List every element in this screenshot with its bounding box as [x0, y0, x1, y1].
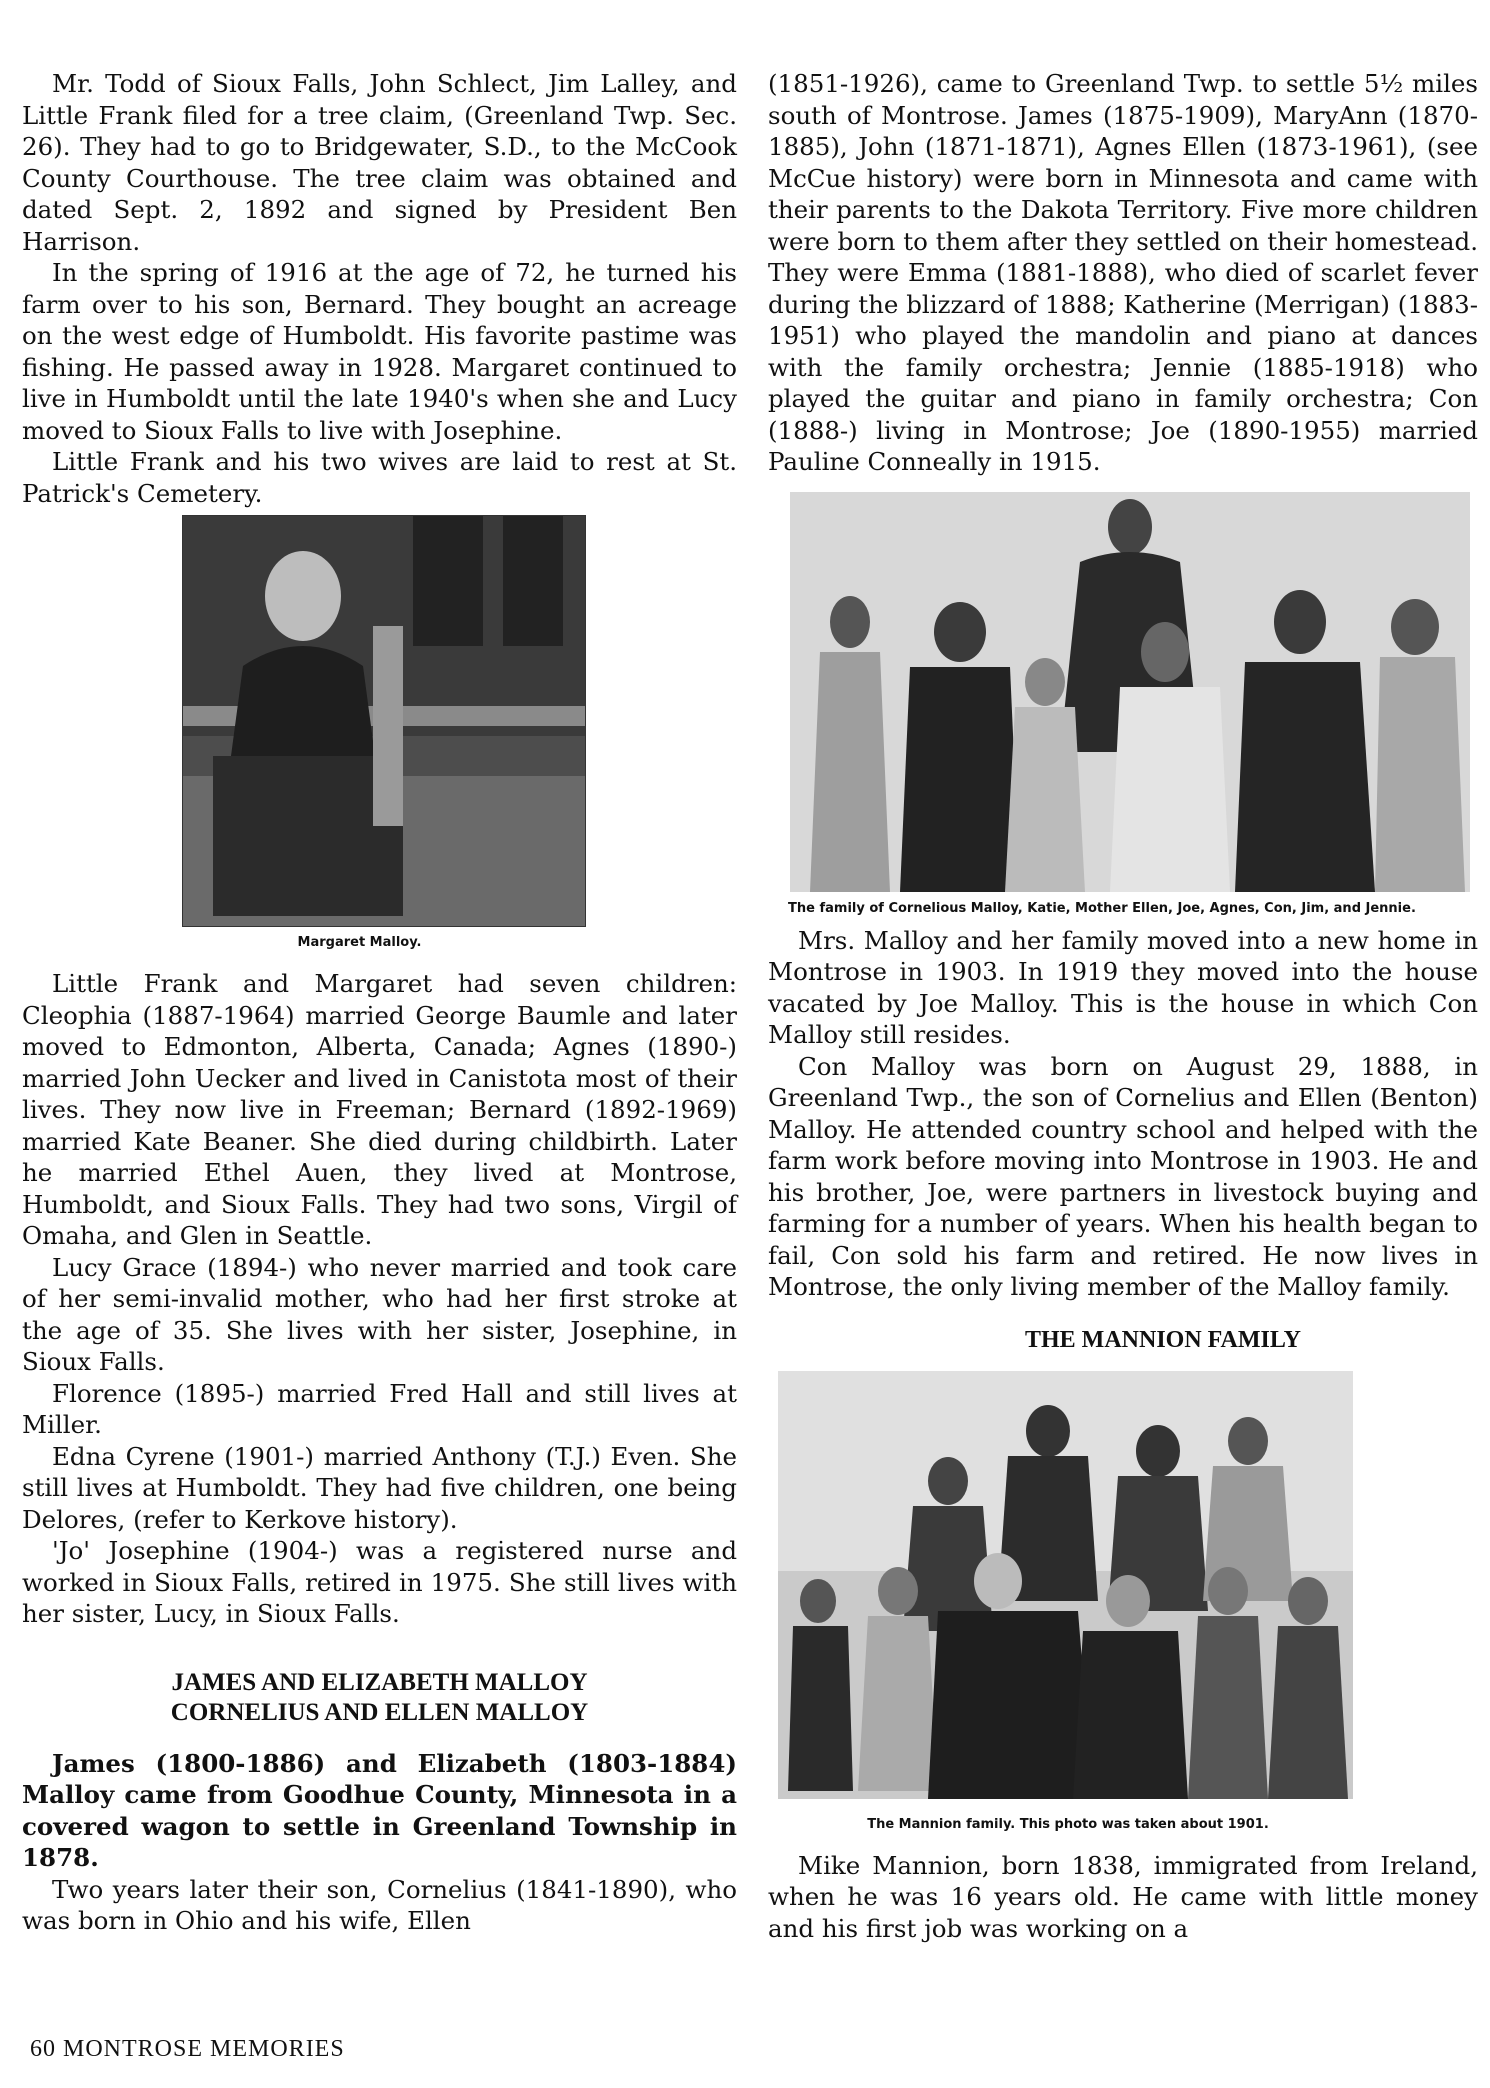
photo2-caption: The family of Cornelious Malloy, Katie, Mother Ellen, Joe, Agnes, Con, Jim, and Jennie.: [788, 900, 1416, 916]
left-para-7: Edna Cyrene (1901-) married Anthony (T.J.) Even. She still lives at Humboldt. They had five children, one being Delores, (refer to Kerkove history).: [22, 1441, 737, 1534]
page-footer: 60 MONTROSE MEMORIES: [30, 2036, 345, 2062]
left-para-2: In the spring of 1916 at the age of 72, he turned his farm over to his son, Bernard. They bought an acreage on the west edge of Humboldt. His favorite pastime was fishing. He passed away in 1928. Margaret continued to live in Humboldt until the late 1940's when she and Lucy moved to Sioux Falls to live with Josephine.: [22, 258, 737, 445]
heading-line-2: CORNELIUS AND ELLEN MALLOY: [170, 1698, 589, 1726]
left-para-1: Mr. Todd of Sioux Falls, John Schlect, Jim Lalley, and Little Frank filed for a tree claim, (Greenland Twp. Sec. 26). They had to go to Bridgewater, S.D., to the McCook County Courthouse. The tree claim was obtained and dated Sept. 2, 1892 and signed by President Ben Harrison.: [22, 69, 737, 256]
photo1-caption: Margaret Malloy.: [297, 935, 422, 950]
cornelius-malloy-family-photo: [790, 492, 1470, 892]
left-para-10: Two years later their son, Cornelius (1841-1890), who was born in Ohio and his wife, Ellen: [22, 1874, 737, 1935]
left-para-9: James (1800-1886) and Elizabeth (1803-1884) Malloy came from Goodhue County, Minnesota in a covered wagon to settle in Greenland Township in 1878.: [22, 1748, 737, 1872]
margaret-malloy-photo: [182, 515, 586, 927]
malloy-heading: [22, 1668, 737, 1728]
mannion-heading: THE MANNION FAMILY: [1024, 1326, 1301, 1353]
left-para-5: Lucy Grace (1894-) who never married and took care of her semi-invalid mother, who had her first stroke at the age of 35. She lives with her sister, Josephine, in Sioux Falls.: [22, 1252, 737, 1376]
left-para-6: Florence (1895-) married Fred Hall and still lives at Miller.: [22, 1378, 737, 1439]
heading-line-1: JAMES AND ELIZABETH MALLOY: [171, 1668, 588, 1696]
left-para-8: 'Jo' Josephine (1904-) was a registered nurse and worked in Sioux Falls, retired in 1975. She still lives with her sister, Lucy, in Sioux Falls.: [22, 1536, 737, 1628]
left-para-4: Little Frank and Margaret had seven children: Cleophia (1887-1964) married George Baumle and later moved to Edmonton, Alberta, Canada; Agnes (1890-) married John Uecker and lived in Canistota most of their lives. They now live in Freeman; Bernard (1892-1969) married Kate Beaner. She died during childbirth. Later he married Ethel Auen, they lived at Montrose, Humboldt, and Sioux Falls. They had two sons, Virgil of Omaha, and Glen in Seattle.: [22, 969, 737, 1250]
mannion-family-photo: [778, 1371, 1353, 1799]
left-para-3: Little Frank and his two wives are laid to rest at St. Patrick's Cemetery.: [22, 447, 737, 508]
right-para-1: (1851-1926), came to Greenland Twp. to settle 5½ miles south of Montrose. James (1875-1909), MaryAnn (1870-1885), John (1871-1871), Agnes Ellen (1873-1961), (see McCue history) were born in Minnesota and came with their parents to the Dakota Territory. Five more children were born to them after they settled on their homestead. They were Emma (1881-1888), who died of scarlet fever during the blizzard of 1888; Katherine (Merrigan) (1883-1951) who played the mandolin and piano at dances with the family orchestra; Jennie (1885-1918) who played the guitar and piano in family orchestra; Con (1888-) living in Montrose; Joe (1890-1955) married Pauline Conneally in 1915.: [768, 69, 1478, 476]
right-para-3: Con Malloy was born on August 29, 1888, in Greenland Twp., the son of Cornelius and Ellen (Benton) Malloy. He attended country school and helped with the farm work before moving into Montrose in 1903. He and his brother, Joe, were partners in livestock buying and farming for a number of years. When his health began to fail, Con sold his farm and retired. He now lives in Montrose, the only living member of the Malloy family.: [768, 1051, 1478, 1301]
right-column: [768, 68, 1478, 1944]
photo3-caption: The Mannion family. This photo was taken about 1901.: [867, 1816, 1269, 1832]
right-para-4: Mike Mannion, born 1838, immigrated from Ireland, when he was 16 years old. He came with little money and his first job was working on a: [768, 1850, 1478, 1943]
right-para-2: Mrs. Malloy and her family moved into a new home in Montrose in 1903. In 1919 they moved into the house vacated by Joe Malloy. This is the house in which Con Malloy still resides.: [768, 925, 1478, 1049]
left-column: [22, 68, 737, 1937]
